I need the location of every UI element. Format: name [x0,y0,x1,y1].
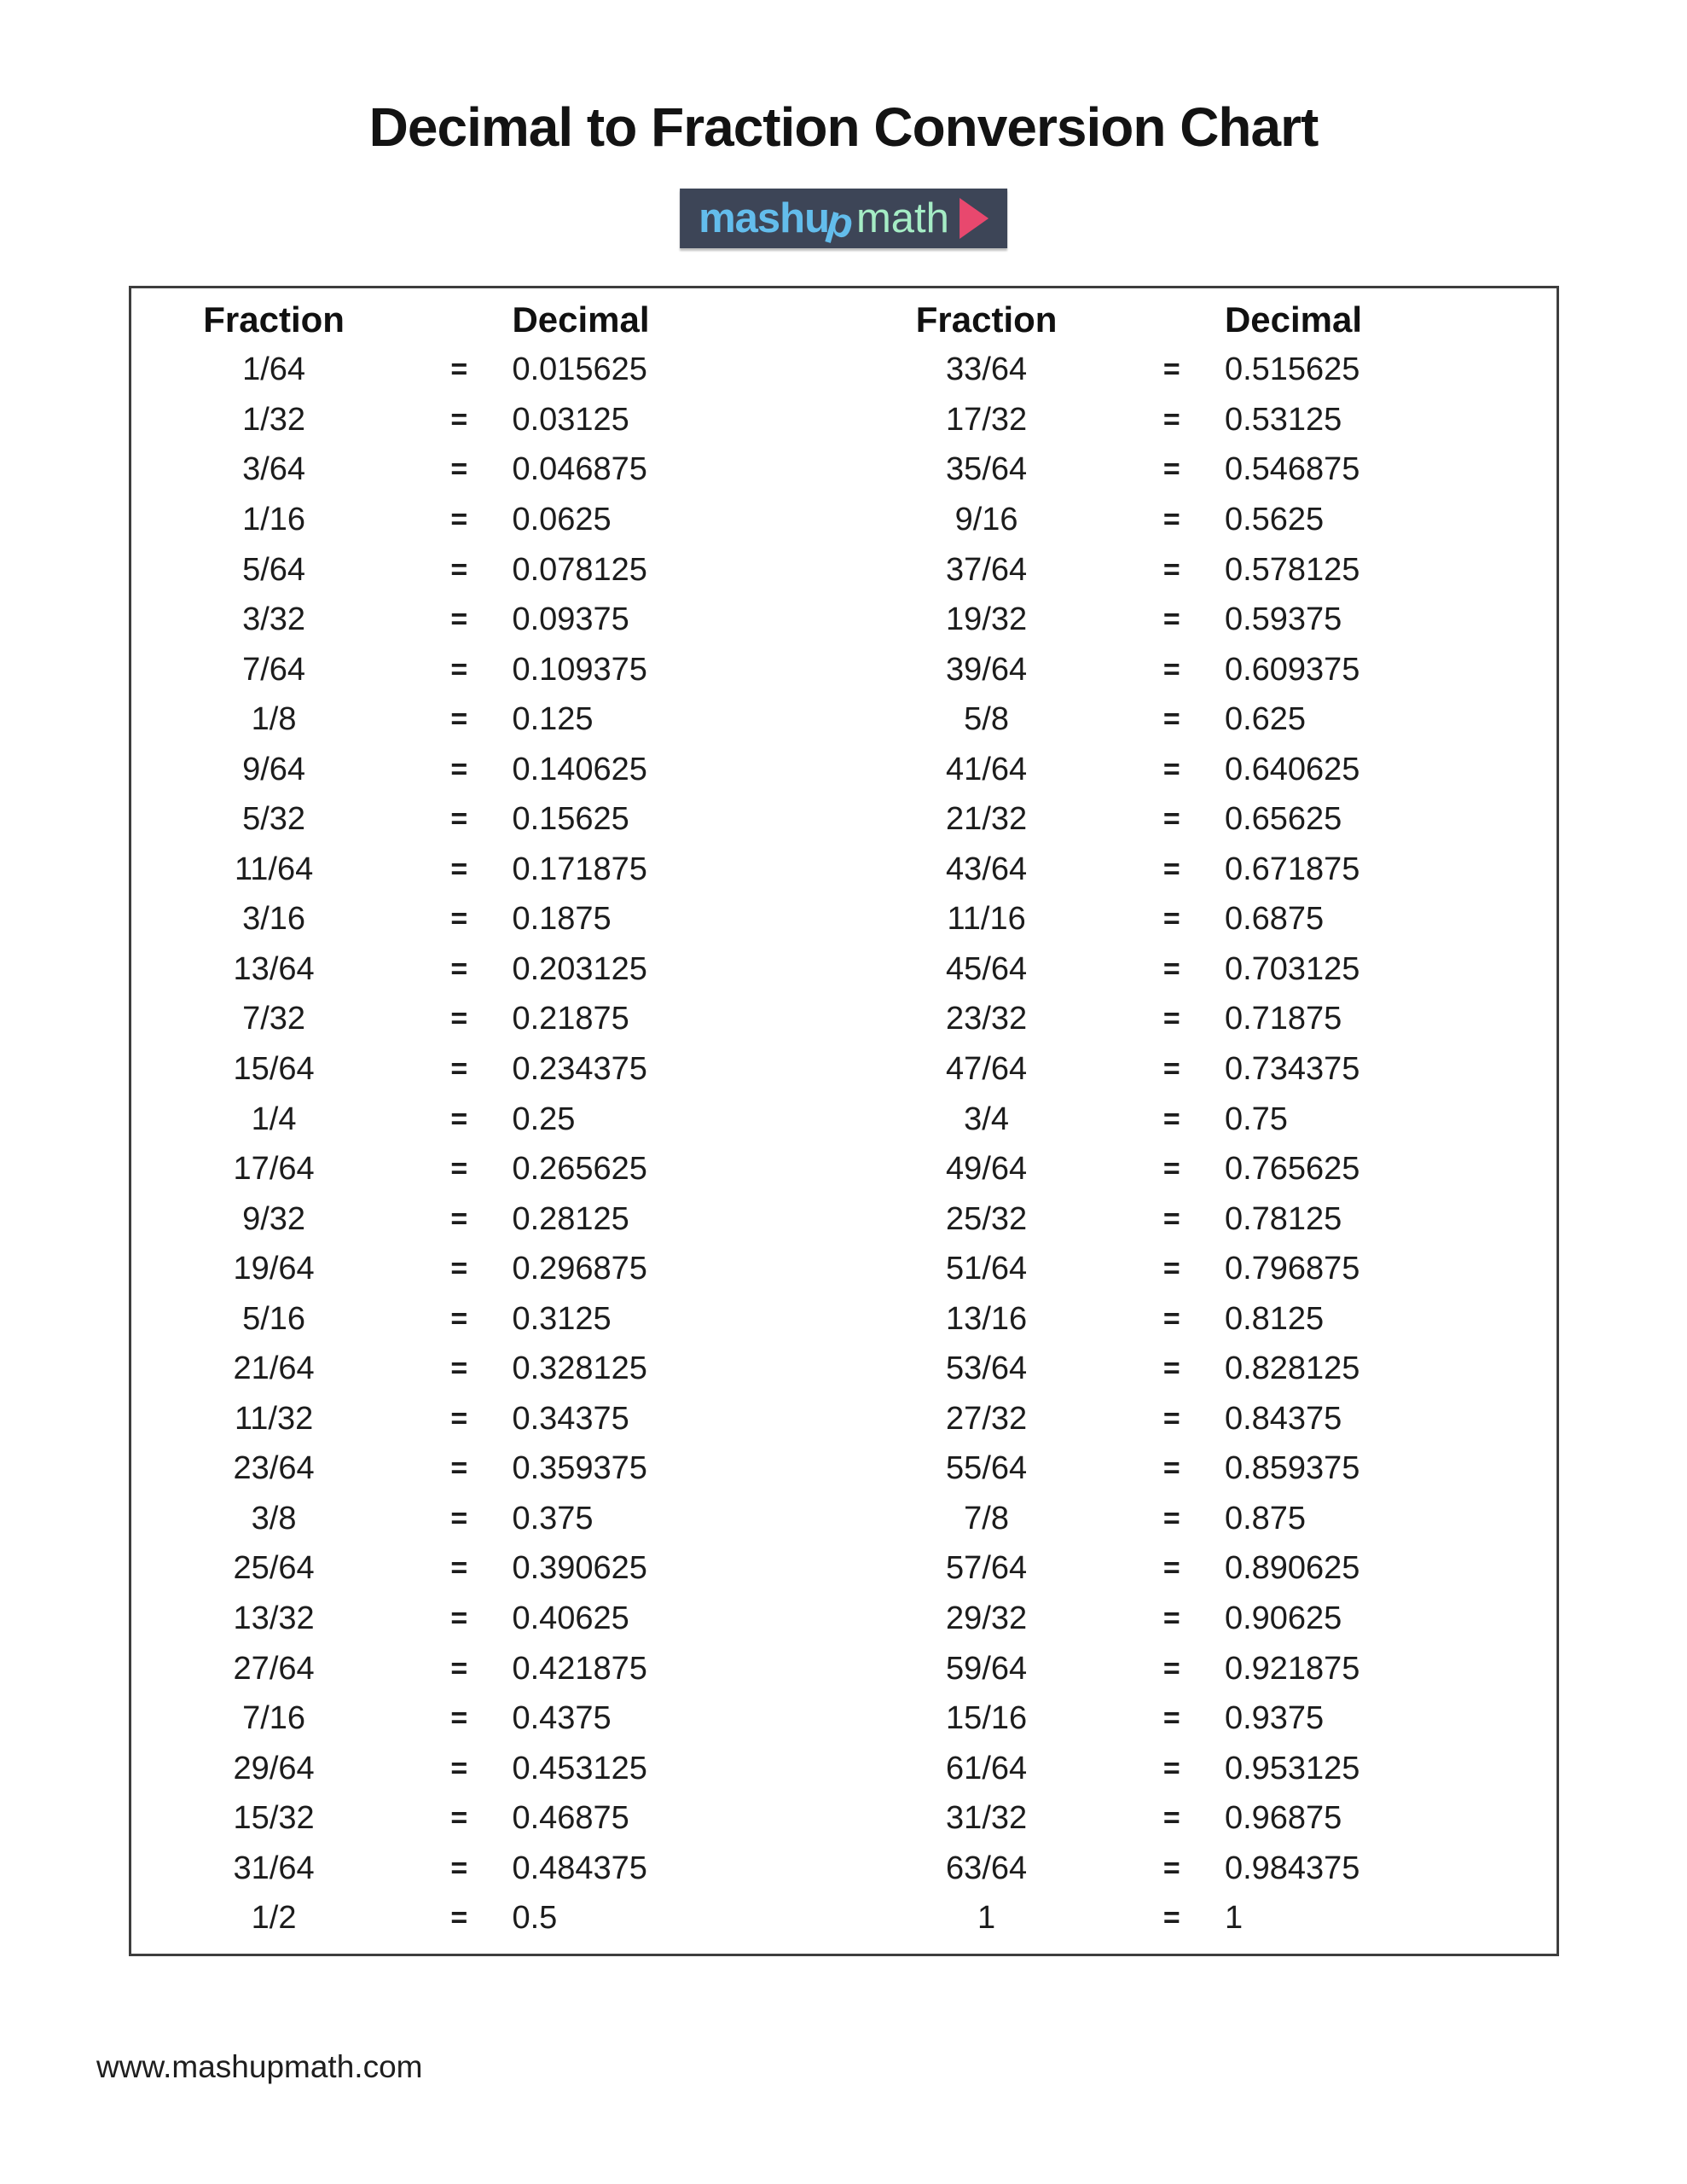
fraction-value: 9/64 [242,751,306,787]
table-row [844,1444,1557,1495]
decimal-value: 0.125 [512,701,594,738]
table-row [131,895,844,945]
table-row [844,1844,1557,1894]
fraction-value: 5/16 [242,1300,306,1337]
fraction-value: 27/64 [233,1650,315,1687]
equals-sign: = [1162,1652,1180,1685]
decimal-value: 0.71875 [1224,1001,1342,1037]
table-row [844,944,1557,995]
table-row [131,1793,844,1844]
decimal-value: 0.609375 [1224,651,1360,688]
table-row [131,995,844,1045]
equals-sign: = [450,703,468,736]
equals-sign: = [450,1153,468,1186]
table-row [844,445,1557,496]
fraction-column-header: Fraction [203,299,345,340]
fraction-value: 33/64 [946,351,1028,388]
website-url: www.mashupmath.com [96,2049,423,2084]
decimal-value: 0.5625 [1224,501,1325,537]
equals-sign: = [1162,1552,1180,1585]
logo-tilted-p: p [821,196,859,248]
decimal-column-header: Decimal [512,299,650,340]
decimal-value: 0.59375 [1224,601,1342,638]
equals-sign: = [1162,1202,1180,1235]
decimal-value: 0.421875 [512,1650,647,1687]
fraction-value: 23/32 [946,1001,1028,1037]
fraction-value: 41/64 [946,751,1028,787]
equals-sign: = [450,1402,468,1435]
table-row [844,1793,1557,1844]
decimal-value: 0.515625 [1224,351,1360,388]
decimal-value: 0.109375 [512,651,647,688]
decimal-value: 0.890625 [1224,1550,1360,1587]
fraction-value: 15/64 [233,1050,315,1087]
table-row [844,645,1557,695]
fraction-value: 5/64 [242,551,306,588]
decimal-value: 0.015625 [512,351,647,388]
fraction-value: 35/64 [946,451,1028,488]
decimal-column-header: Decimal [1224,299,1363,340]
table-header-row [844,295,1557,346]
fraction-value: 61/64 [946,1750,1028,1786]
fraction-value: 37/64 [946,551,1028,588]
table-row [131,1044,844,1095]
table-row [131,1894,844,1944]
decimal-value: 0.90625 [1224,1600,1342,1636]
equals-sign: = [1162,1002,1180,1036]
decimal-value: 0.328125 [512,1350,647,1387]
decimal-value: 0.25 [512,1101,576,1137]
fraction-value: 3/32 [242,601,306,638]
decimal-value: 0.859375 [1224,1450,1360,1487]
fraction-value: 5/8 [964,701,1009,738]
fraction-value: 9/32 [242,1200,306,1237]
table-row [131,745,844,795]
decimal-value: 0.9375 [1224,1700,1325,1737]
table-row [131,346,844,396]
fraction-value: 29/64 [233,1750,315,1786]
table-row [844,845,1557,895]
table-row [844,1693,1557,1744]
table-row [131,1144,844,1194]
table-row [131,395,844,445]
decimal-value: 0.6875 [1224,901,1325,938]
equals-sign: = [1162,553,1180,586]
table-row [131,1194,844,1245]
fraction-value: 31/64 [233,1850,315,1886]
decimal-value: 0.78125 [1224,1200,1342,1237]
equals-sign: = [450,1702,468,1735]
fraction-value: 53/64 [946,1350,1028,1387]
equals-sign: = [1162,903,1180,936]
equals-sign: = [450,353,468,386]
equals-sign: = [450,1802,468,1835]
decimal-value: 0.203125 [512,950,647,987]
table-row [131,645,844,695]
fraction-value: 19/64 [233,1251,315,1287]
fraction-value: 15/32 [233,1800,315,1837]
equals-sign: = [1162,1402,1180,1435]
equals-sign: = [1162,1352,1180,1385]
fraction-value: 21/64 [233,1350,315,1387]
equals-sign: = [450,1002,468,1036]
equals-sign: = [1162,752,1180,786]
fraction-value: 63/64 [946,1850,1028,1886]
equals-sign: = [1162,952,1180,985]
equals-sign: = [450,903,468,936]
table-row [844,995,1557,1045]
decimal-value: 0.640625 [1224,751,1360,787]
equals-sign: = [450,952,468,985]
table-row [131,495,844,545]
decimal-value: 0.703125 [1224,950,1360,987]
decimal-value: 0.96875 [1224,1800,1342,1837]
equals-sign: = [1162,1502,1180,1535]
table-row [844,895,1557,945]
decimal-value: 0.296875 [512,1251,647,1287]
equals-sign: = [450,453,468,486]
table-row [844,1344,1557,1394]
fraction-value: 1/4 [251,1101,297,1137]
fraction-value: 57/64 [946,1550,1028,1587]
table-row [131,1693,844,1744]
table-row [131,1294,844,1345]
play-triangle-icon [959,198,988,239]
fraction-value: 25/32 [946,1200,1028,1237]
decimal-value: 0.765625 [1224,1151,1360,1188]
fraction-value: 1/32 [242,401,306,438]
equals-sign: = [1162,852,1180,886]
equals-sign: = [1162,1302,1180,1335]
fraction-value: 7/8 [964,1500,1009,1536]
decimal-value: 0.171875 [512,851,647,887]
fraction-value: 27/32 [946,1400,1028,1437]
equals-sign: = [450,1252,468,1286]
decimal-value: 0.265625 [512,1151,647,1188]
decimal-value: 0.46875 [512,1800,629,1837]
table-row [131,1344,844,1394]
decimal-value: 0.828125 [1224,1350,1360,1387]
fraction-value: 29/32 [946,1600,1028,1636]
decimal-value: 0.546875 [1224,451,1360,488]
equals-sign: = [450,1502,468,1535]
equals-sign: = [450,1052,468,1085]
equals-sign: = [1162,703,1180,736]
equals-sign: = [450,553,468,586]
decimal-value: 0.078125 [512,551,647,588]
fraction-value: 3/16 [242,901,306,938]
equals-sign: = [450,803,468,836]
equals-sign: = [1162,1802,1180,1835]
table-row [844,1594,1557,1644]
decimal-value: 0.375 [512,1500,594,1536]
fraction-value: 25/64 [233,1550,315,1587]
table-row [844,1494,1557,1544]
fraction-value: 13/32 [233,1600,315,1636]
decimal-value: 0.921875 [1224,1650,1360,1687]
table-row [131,845,844,895]
fraction-value: 3/8 [251,1500,297,1536]
fraction-value: 7/32 [242,1001,306,1037]
fraction-value: 45/64 [946,950,1028,987]
table-row [131,1844,844,1894]
equals-sign: = [1162,1153,1180,1186]
fraction-value: 19/32 [946,601,1028,638]
decimal-value: 0.359375 [512,1450,647,1487]
decimal-value: 0.875 [1224,1500,1307,1536]
logo-text-mashup: mashup [699,195,859,248]
fraction-value: 21/32 [946,801,1028,838]
equals-sign: = [1162,1452,1180,1485]
decimal-value: 0.671875 [1224,851,1360,887]
decimal-value: 0.140625 [512,751,647,787]
fraction-value: 3/4 [964,1101,1009,1137]
decimal-value: 0.734375 [1224,1050,1360,1087]
decimal-value: 0.984375 [1224,1850,1360,1886]
table-row [131,794,844,845]
equals-sign: = [1162,1702,1180,1735]
fraction-value: 5/32 [242,801,306,838]
equals-sign: = [450,1202,468,1235]
equals-sign: = [1162,1601,1180,1635]
decimal-value: 0.1875 [512,901,612,938]
decimal-value: 0.8125 [1224,1300,1325,1337]
fraction-value: 47/64 [946,1050,1028,1087]
equals-sign: = [1162,1751,1180,1785]
table-row [131,445,844,496]
mashupmath-logo [680,189,1007,248]
equals-sign: = [1162,653,1180,686]
table-row [844,1144,1557,1194]
table-row [131,1744,844,1794]
decimal-value: 0.453125 [512,1750,647,1786]
fraction-value: 1/2 [251,1900,297,1937]
fraction-value: 17/32 [946,401,1028,438]
decimal-value: 0.4375 [512,1700,612,1737]
equals-sign: = [450,1102,468,1136]
decimal-value: 0.09375 [512,601,629,638]
table-row [131,1394,844,1444]
table-row [131,545,844,595]
decimal-value: 0.0625 [512,501,612,537]
equals-sign: = [450,403,468,436]
table-row [131,1494,844,1544]
fraction-value: 1/8 [251,701,297,738]
equals-sign: = [1162,803,1180,836]
fraction-value: 7/16 [242,1700,306,1737]
fraction-value: 15/16 [946,1700,1028,1737]
decimal-value: 0.796875 [1224,1251,1360,1287]
equals-sign: = [450,1652,468,1685]
decimal-value: 0.625 [1224,701,1307,738]
equals-sign: = [1162,1052,1180,1085]
decimal-value: 0.65625 [1224,801,1342,838]
table-row [131,1644,844,1694]
decimal-value: 0.03125 [512,401,629,438]
decimal-value: 0.34375 [512,1400,629,1437]
equals-sign: = [450,1851,468,1885]
fraction-value: 13/64 [233,950,315,987]
decimal-value: 0.21875 [512,1001,629,1037]
table-row [844,1294,1557,1345]
equals-sign: = [1162,1851,1180,1885]
table-row [844,346,1557,396]
table-left-half [131,295,844,1943]
fraction-value: 51/64 [946,1251,1028,1287]
decimal-value: 0.28125 [512,1200,629,1237]
equals-sign: = [450,1452,468,1485]
decimal-value: 0.84375 [1224,1400,1342,1437]
fraction-value: 11/16 [947,901,1026,938]
table-row [844,1095,1557,1145]
table-row [844,1194,1557,1245]
fraction-value: 1/64 [242,351,306,388]
decimal-value: 0.484375 [512,1850,647,1886]
equals-sign: = [450,653,468,686]
fraction-value: 31/32 [946,1800,1028,1837]
fraction-value: 55/64 [946,1450,1028,1487]
equals-sign: = [1162,353,1180,386]
equals-sign: = [1162,603,1180,636]
table-header-row [131,295,844,346]
decimal-value: 0.234375 [512,1050,647,1087]
decimal-value: 0.046875 [512,451,647,488]
equals-sign: = [450,752,468,786]
equals-sign: = [1162,1102,1180,1136]
decimal-value: 0.53125 [1224,401,1342,438]
equals-sign: = [450,1902,468,1935]
conversion-table [129,286,1559,1956]
decimal-value: 0.15625 [512,801,629,838]
equals-sign: = [450,1601,468,1635]
fraction-value: 49/64 [946,1151,1028,1188]
equals-sign: = [450,1552,468,1585]
decimal-value: 0.40625 [512,1600,629,1636]
equals-sign: = [450,1751,468,1785]
table-row [131,1594,844,1644]
fraction-value: 1/16 [242,501,306,537]
equals-sign: = [1162,403,1180,436]
table-row [844,1044,1557,1095]
table-row [131,694,844,745]
fraction-value: 39/64 [946,651,1028,688]
fraction-value: 9/16 [954,501,1018,537]
fraction-value: 59/64 [946,1650,1028,1687]
table-row [844,1894,1557,1944]
decimal-value: 0.75 [1224,1101,1288,1137]
equals-sign: = [1162,453,1180,486]
decimal-value: 0.390625 [512,1550,647,1587]
fraction-value: 11/64 [234,851,314,887]
fraction-value: 17/64 [233,1151,315,1188]
table-row [844,1244,1557,1294]
table-row [844,694,1557,745]
fraction-value: 43/64 [946,851,1028,887]
fraction-value: 1 [977,1900,996,1937]
table-row [131,1244,844,1294]
table-row [844,1644,1557,1694]
table-row [131,1544,844,1594]
table-row [844,545,1557,595]
table-row [844,745,1557,795]
logo-text-math: math [855,195,949,241]
equals-sign: = [450,1302,468,1335]
equals-sign: = [450,502,468,536]
table-row [844,1544,1557,1594]
fraction-value: 7/64 [242,651,306,688]
fraction-column-header: Fraction [915,299,1058,340]
fraction-value: 13/16 [946,1300,1028,1337]
table-row [131,595,844,645]
decimal-value: 1 [1224,1900,1244,1937]
table-row [844,395,1557,445]
fraction-value: 3/64 [242,451,306,488]
decimal-value: 0.953125 [1224,1750,1360,1786]
equals-sign: = [450,852,468,886]
fraction-value: 23/64 [233,1450,315,1487]
table-row [844,495,1557,545]
table-row [131,944,844,995]
table-row [844,1744,1557,1794]
table-row [844,794,1557,845]
equals-sign: = [450,1352,468,1385]
table-right-half [844,295,1557,1943]
fraction-value: 11/32 [234,1400,314,1437]
table-row [844,595,1557,645]
equals-sign: = [1162,502,1180,536]
equals-sign: = [1162,1252,1180,1286]
page-title: Decimal to Fraction Conversion Chart [368,96,1319,158]
decimal-value: 0.3125 [512,1300,612,1337]
table-row [844,1394,1557,1444]
table-row [131,1095,844,1145]
equals-sign: = [1162,1902,1180,1935]
decimal-value: 0.5 [512,1900,558,1937]
equals-sign: = [450,603,468,636]
decimal-value: 0.578125 [1224,551,1360,588]
table-row [131,1444,844,1495]
